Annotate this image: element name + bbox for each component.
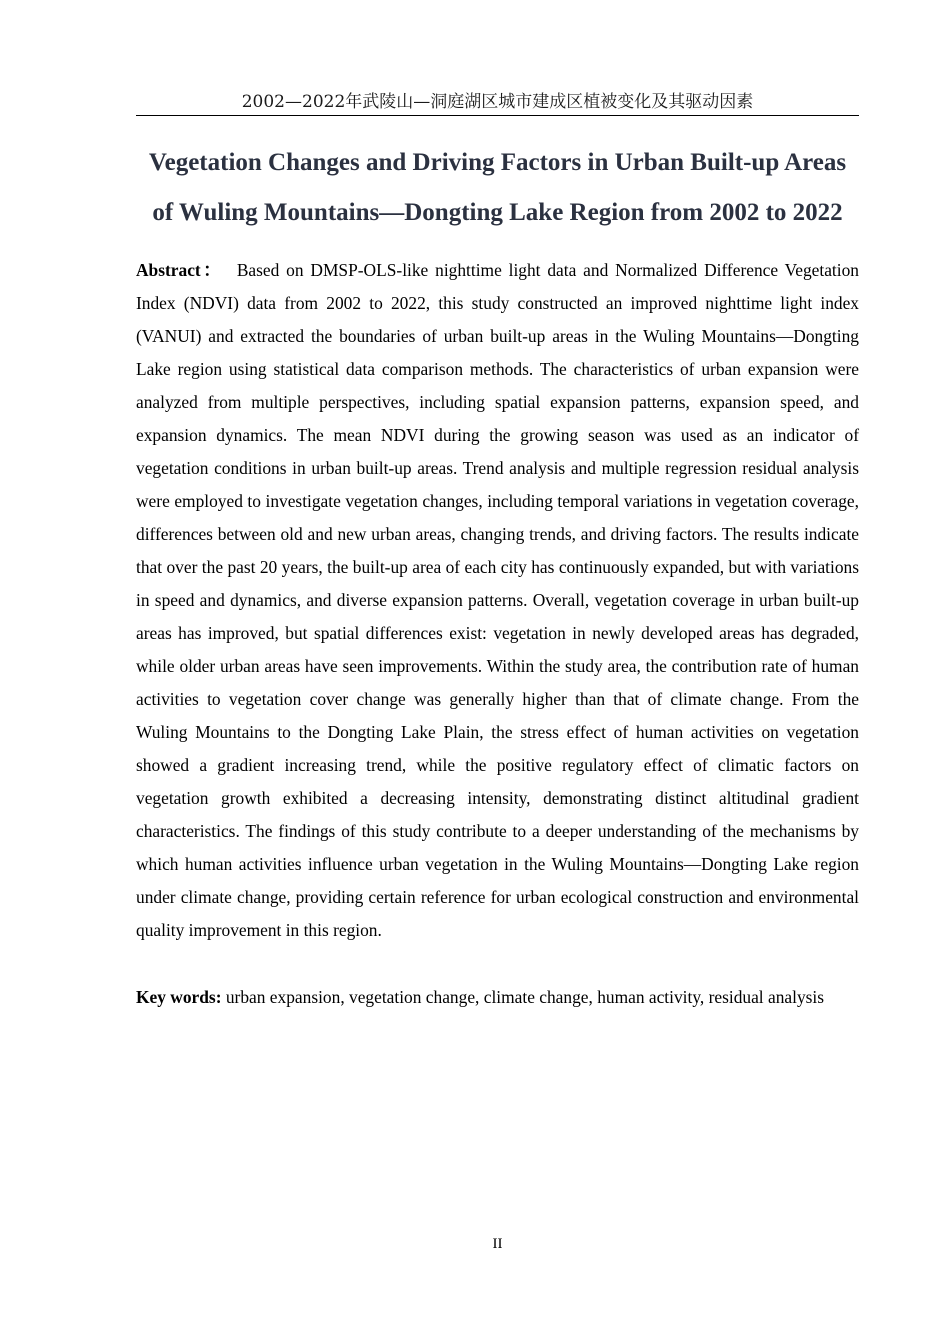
page-number: II <box>492 1236 503 1252</box>
keywords-text: urban expansion, vegetation change, climate change, human activity, residual analysis <box>225 987 825 1007</box>
header-rule <box>136 115 859 116</box>
abstract-paragraph <box>136 254 859 947</box>
paper-title <box>120 138 875 238</box>
keywords-paragraph <box>136 981 859 1014</box>
keywords-label: Key words: <box>136 987 222 1007</box>
abstract-label: Abstract： <box>136 260 224 280</box>
running-header: 2002—2022年武陵山—洞庭湖区城市建成区植被变化及其驱动因素 <box>241 92 754 112</box>
paper-title-line-2: of Wuling Mountains—Dongting Lake Region from 2002 to 2022 <box>152 199 843 226</box>
paper-title-line-1: Vegetation Changes and Driving Factors in Urban Built-up Areas <box>148 149 847 176</box>
abstract-text: Based on DMSP-OLS-like nighttime light data and Normalized Difference Vegetation Index (NDVI) data from 2002 to 2022, this study constructed an improved nighttime light index (VANUI) and extracted the boundaries of urban built-up areas in the Wuling Mountains—Dongting Lake region using statistical data comparison methods. The characteristics of urban expansion were analyzed from multiple perspectives, including spatial expansion patterns, expansion speed, and expansion dynamics. The mean NDVI during the growing season was used as an indicator of vegetation conditions in urban built-up areas. Trend analysis and multiple regression residual analysis were employed to investigate vegetation changes, including temporal variations in vegetation coverage, differences between old and new urban areas, changing trends, and driving factors. The results indicate that over the past 20 years, the built-up area of each city has continuously expanded, but with variations in speed and dynamics, and diverse expansion patterns. Overall, vegetation coverage in urban built-up areas has improved, but spatial differences exist: vegetation in newly developed areas has degraded, while older urban areas have seen improvements. Within the study area, the contribution rate of human activities to vegetation cover change was generally higher than that of climate change. From the Wuling Mountains to the Dongting Lake Plain, the stress effect of human activities on vegetation showed a gradient increasing trend, while the positive regulatory effect of climatic factors on vegetation growth exhibited a decreasing intensity, demonstrating distinct altitudinal gradient characteristics. The findings of this study contribute to a deeper understanding of the mechanisms by which human activities influence urban vegetation in the Wuling Mountains—Dongting Lake region under climate change, providing certain reference for urban ecological construction and environmental quality improvement in this region. <box>136 260 859 940</box>
